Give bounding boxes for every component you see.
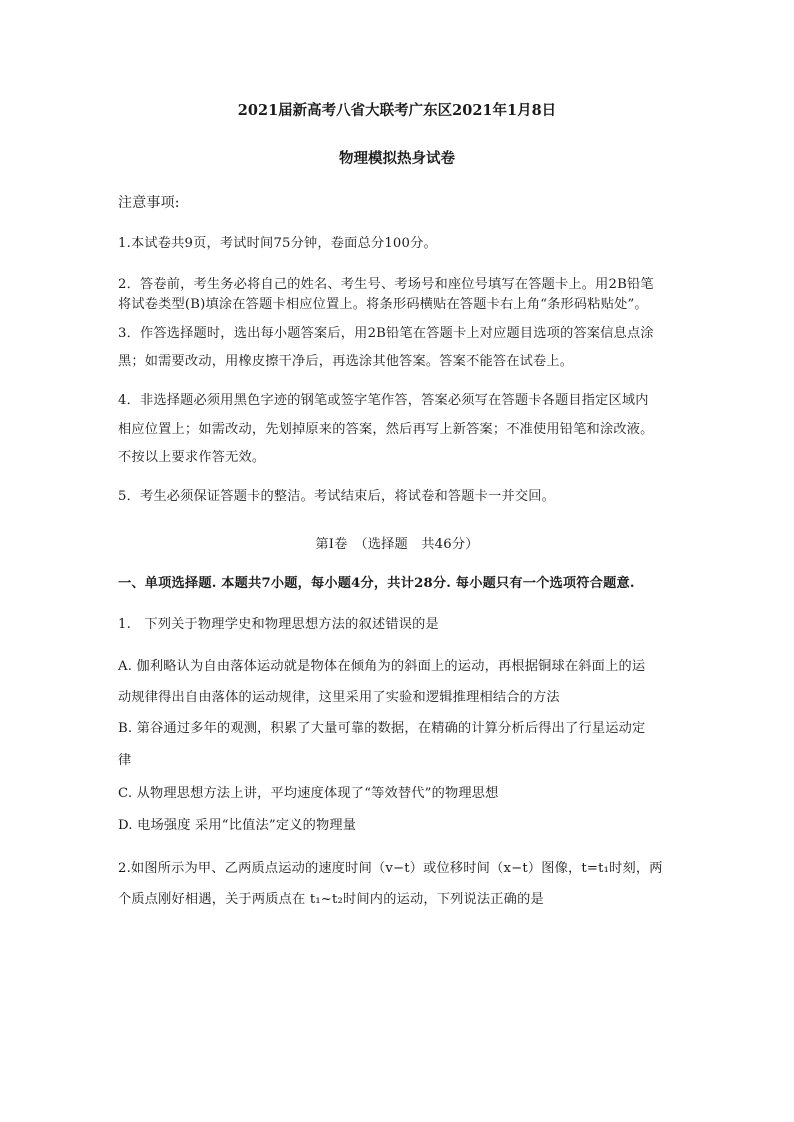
notice-item: 相应位置上；如需改动，先划掉原来的答案，然后再写上新答案；不准使用铅笔和涂改液。 — [118, 422, 654, 437]
notice-item: 不按以上要求作答无效。 — [118, 450, 266, 465]
notice-heading: 注意事项: — [118, 195, 180, 211]
question-1-option-b-cont: 律 — [118, 753, 132, 768]
question-1-option-a-cont: 动规律得出自由落体的运动规律，这里采用了实验和逻辑推理相结合的方法 — [118, 690, 560, 705]
question-2-line-1: 2.如图所示为甲、乙两质点运动的速度时间（v−t）或位移时间（x−t）图像，t=t₁时刻，两 — [118, 861, 663, 876]
question-1-option-b: B. 第谷通过多年的观测，积累了大量可靠的数据，在精确的计算分析后得出了行星运动定 — [118, 721, 646, 736]
question-1-option-a: A. 伽利略认为自由落体运动就是物体在倾角为的斜面上的运动，再根据铜球在斜面上的运 — [118, 659, 646, 674]
part-heading: 一、单项选择题. 本题共7小题，每小题4分，共计28分. 每小题只有一个选项符合题意. — [118, 576, 635, 591]
exam-title: 2021届新高考八省大联考广东区2021年1月8日 — [237, 102, 557, 119]
exam-subtitle: 物理模拟热身试卷 — [339, 150, 455, 167]
notice-item: 3．作答选择题时，选出每小题答案后，用2B铅笔在答题卡上对应题目选项的答案信息点涂 — [118, 326, 654, 341]
question-1-stem: 1. 下列关于物理学史和物理思想方法的叙述错误的是 — [118, 617, 439, 632]
question-1-option-c: C. 从物理思想方法上讲，平均速度体现了“等效替代”的物理思想 — [118, 786, 499, 801]
notice-item: 4．非选择题必须用黑色字迹的钢笔或签字笔作答，答案必须写在答题卡各题目指定区域内 — [118, 393, 649, 408]
notice-item: 2．答卷前，考生务必将自己的姓名、考生号、考场号和座位号填写在答题卡上。用2B铅笔 — [118, 277, 654, 292]
question-1-option-d: D. 电场强度 采用“比值法”定义的物理量 — [118, 818, 357, 833]
question-2-line-2: 个质点刚好相遇，关于两质点在 t₁~t₂时间内的运动，下列说法正确的是 — [118, 892, 544, 907]
notice-item: 黑；如需要改动，用橡皮擦干净后，再选涂其他答案。答案不能答在试卷上。 — [118, 354, 574, 369]
notice-item: 将试卷类型(B)填涂在答题卡相应位置上。将条形码横贴在答题卡右上角“条形码粘贴处”。 — [118, 297, 648, 312]
notice-item: 5．考生必须保证答题卡的整洁。考试结束后，将试卷和答题卡一并交回。 — [118, 489, 555, 504]
section-title: 第Ⅰ卷 （选择题 共46分） — [315, 537, 479, 552]
notice-item: 1.本试卷共9页，考试时间75分钟，卷面总分100分。 — [118, 236, 437, 251]
